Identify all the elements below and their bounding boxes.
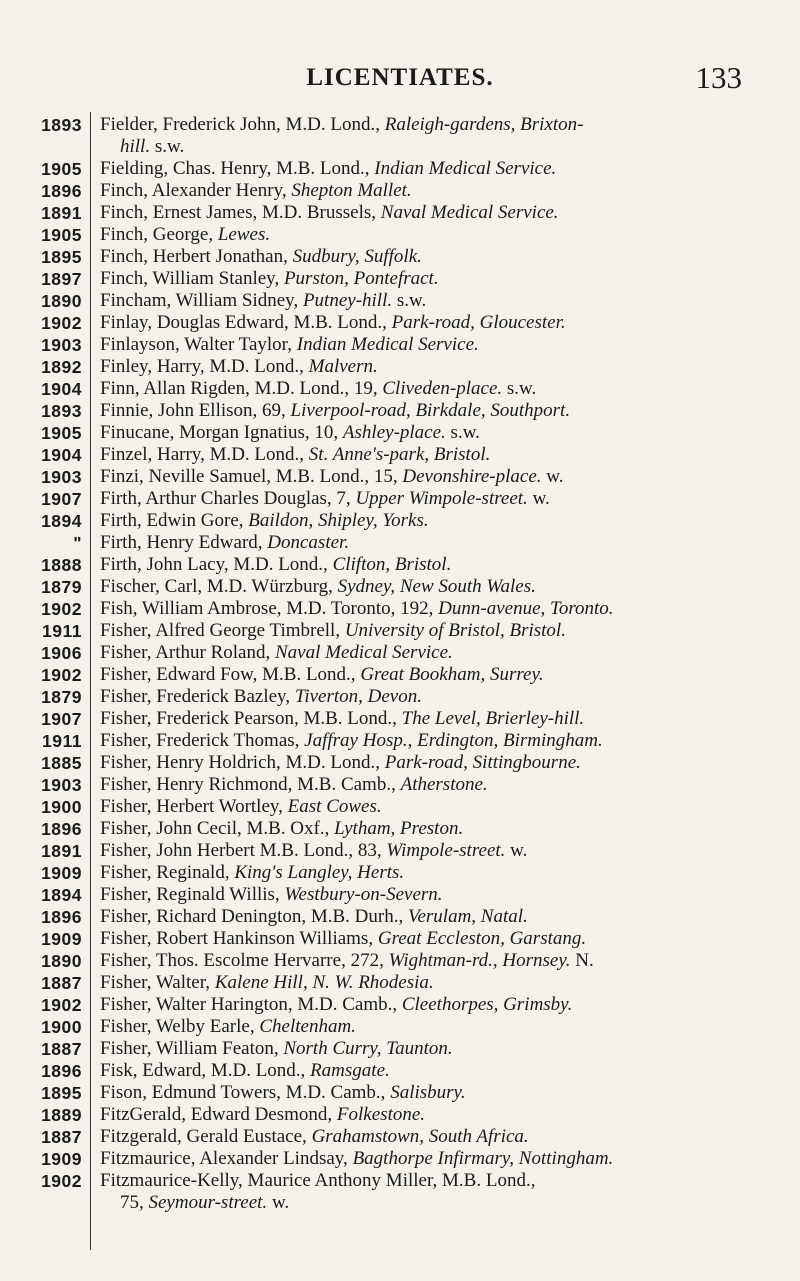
entry-address: Great Eccleston, Garstang. xyxy=(377,928,587,949)
running-head xyxy=(0,60,800,100)
entry-address: Great Bookham, Surrey. xyxy=(360,664,544,685)
year-cell: 1895 xyxy=(41,1083,82,1103)
year-cell: 1900 xyxy=(41,1017,82,1037)
entry-address: Atherstone. xyxy=(400,774,488,795)
entry-name: Fisher, Edward Fow, M.B. Lond., xyxy=(100,664,361,685)
entry-address: Park-road, Sittingbourne. xyxy=(384,752,581,773)
year-cell: 1906 xyxy=(41,643,82,663)
entry-name: Fisher, Frederick Thomas, xyxy=(100,730,305,751)
entry-name: Fisher, John Cecil, M.B. Oxf., xyxy=(100,818,335,839)
year-cell: 1894 xyxy=(41,885,82,905)
year-cell: 1888 xyxy=(41,555,82,575)
year-cell: 1879 xyxy=(41,687,82,707)
year-cell xyxy=(0,136,82,158)
entry-name: Fisher, William Featon, xyxy=(100,1038,284,1059)
entry-row xyxy=(100,598,785,620)
year-cell: 1879 xyxy=(41,577,82,597)
entry-district: w. xyxy=(527,488,550,509)
entry-name: Fisher, Henry Holdrich, M.D. Lond., xyxy=(100,752,385,773)
entries-column xyxy=(100,114,785,1214)
entry-name: Finzi, Neville Samuel, M.B. Lond., 15, xyxy=(100,466,403,487)
year-cell: 1909 xyxy=(41,863,82,883)
entry-name: 75, xyxy=(120,1192,149,1213)
entry-row xyxy=(100,796,785,818)
entry-row xyxy=(100,994,785,1016)
entry-row xyxy=(100,246,785,268)
entry-district: w. xyxy=(541,466,564,487)
column-divider xyxy=(90,112,91,1250)
entry-address: Naval Medical Service. xyxy=(380,202,559,223)
entry-name: Fischer, Carl, M.D. Würzburg, xyxy=(100,576,338,597)
entry-name: Fisher, Robert Hankinson Williams, xyxy=(100,928,378,949)
year-cell: 1900 xyxy=(41,797,82,817)
entry-address: East Cowes. xyxy=(287,796,382,817)
entry-address: Liverpool-road, Birkdale, Southport. xyxy=(290,400,571,421)
entry-address: Sudbury, Suffolk. xyxy=(292,246,422,267)
year-cell: 1887 xyxy=(41,1039,82,1059)
entry-row xyxy=(100,950,785,972)
entry-row xyxy=(100,510,785,532)
entry-continuation xyxy=(100,1192,785,1214)
entry-row xyxy=(100,378,785,400)
year-cell: 1893 xyxy=(41,401,82,421)
entry-district: s.w. xyxy=(502,378,537,399)
entry-name: Fisher, Walter, xyxy=(100,972,215,993)
entry-name: Fisher, Alfred George Timbrell, xyxy=(100,620,345,641)
entry-address: Kalene Hill, N. W. Rhodesia. xyxy=(214,972,434,993)
entry-name: Finch, Ernest James, M.D. Brussels, xyxy=(100,202,381,223)
entry-row xyxy=(100,818,785,840)
entry-name: Finch, William Stanley, xyxy=(100,268,284,289)
entry-name: Fisher, Richard Denington, M.B. Durh., xyxy=(100,906,408,927)
entry-address: Raleigh-gardens, Brixton- xyxy=(384,114,584,135)
year-cell: 1896 xyxy=(41,1061,82,1081)
entry-address: Doncaster. xyxy=(267,532,350,553)
year-cell: 1907 xyxy=(41,489,82,509)
entry-address: Verulam, Natal. xyxy=(407,906,528,927)
year-cell: 1885 xyxy=(41,753,82,773)
entry-address: Wimpole-street. xyxy=(386,840,506,861)
entry-name: Firth, Henry Edward, xyxy=(100,532,268,553)
entry-row xyxy=(100,972,785,994)
year-cell: 1909 xyxy=(41,929,82,949)
entry-address: Grahamstown, South Africa. xyxy=(311,1126,529,1147)
entry-name: Fisher, John Herbert M.B. Lond., 83, xyxy=(100,840,387,861)
entry-name: Fielder, Frederick John, M.D. Lond., xyxy=(100,114,385,135)
entry-name: Fisher, Frederick Bazley, xyxy=(100,686,295,707)
entry-row xyxy=(100,1104,785,1126)
entry-row xyxy=(100,1126,785,1148)
entry-row xyxy=(100,752,785,774)
entry-address: The Level, Brierley-hill. xyxy=(401,708,585,729)
entry-name: FitzGerald, Edward Desmond, xyxy=(100,1104,337,1125)
year-cell: 1903 xyxy=(41,335,82,355)
year-cell: 1891 xyxy=(41,203,82,223)
year-cell: 1892 xyxy=(41,357,82,377)
entry-address: Lewes. xyxy=(217,224,271,245)
entry-address: Baildon, Shipley, Yorks. xyxy=(248,510,429,531)
entry-name: Fisk, Edward, M.D. Lond., xyxy=(100,1060,311,1081)
year-cell: " xyxy=(73,533,82,553)
entry-address: Seymour-street. xyxy=(148,1192,268,1213)
year-cell: 1889 xyxy=(41,1105,82,1125)
entry-address: Bagthorpe Infirmary, Nottingham. xyxy=(352,1148,614,1169)
year-cell: 1903 xyxy=(41,467,82,487)
entry-name: Fison, Edmund Towers, M.D. Camb., xyxy=(100,1082,391,1103)
entry-row xyxy=(100,642,785,664)
entry-name: Fish, William Ambrose, M.D. Toronto, 192, xyxy=(100,598,439,619)
entry-name: Fisher, Reginald Willis, xyxy=(100,884,285,905)
entry-name: Fisher, Arthur Roland, xyxy=(100,642,275,663)
entry-address: Indian Medical Service. xyxy=(296,334,479,355)
entry-district: s.w. xyxy=(445,422,480,443)
entry-address: Wightman-rd., Hornsey. xyxy=(388,950,571,971)
year-cell: 1903 xyxy=(41,775,82,795)
year-cell: 1905 xyxy=(41,225,82,245)
entry-name: Finzel, Harry, M.D. Lond., xyxy=(100,444,309,465)
entry-address: Cleethorpes, Grimsby. xyxy=(401,994,573,1015)
entry-address: Putney-hill. xyxy=(302,290,393,311)
entry-continuation xyxy=(100,136,785,158)
entry-row xyxy=(100,928,785,950)
entry-name: Firth, Edwin Gore, xyxy=(100,510,249,531)
entry-name: Finch, George, xyxy=(100,224,218,245)
entry-row xyxy=(100,466,785,488)
year-cell: 1911 xyxy=(42,731,82,751)
entry-row xyxy=(100,202,785,224)
entry-address: University of Bristol, Bristol. xyxy=(344,620,566,641)
entry-row xyxy=(100,334,785,356)
entry-address: hill. xyxy=(120,136,151,157)
entry-row xyxy=(100,422,785,444)
entry-address: Malvern. xyxy=(308,356,378,377)
entry-address: Shepton Mallet. xyxy=(291,180,412,201)
entry-row xyxy=(100,686,785,708)
entry-row xyxy=(100,158,785,180)
year-cell: 1896 xyxy=(41,181,82,201)
year-cell: 1904 xyxy=(41,445,82,465)
year-cell: 1890 xyxy=(41,951,82,971)
entry-row xyxy=(100,114,785,136)
entry-address: North Curry, Taunton. xyxy=(283,1038,453,1059)
year-cell: 1904 xyxy=(41,379,82,399)
entry-address: Folkestone. xyxy=(336,1104,426,1125)
entry-district: s.w. xyxy=(392,290,427,311)
entry-address: King's Langley, Herts. xyxy=(234,862,405,883)
entry-address: Westbury-on-Severn. xyxy=(284,884,443,905)
entry-district: w. xyxy=(267,1192,290,1213)
entry-name: Fisher, Henry Richmond, M.B. Camb., xyxy=(100,774,401,795)
year-cell: 1887 xyxy=(41,973,82,993)
year-cell: 1909 xyxy=(41,1149,82,1169)
entry-name: Fitzmaurice, Alexander Lindsay, xyxy=(100,1148,353,1169)
year-cell: 1890 xyxy=(41,291,82,311)
entry-address: Dunn-avenue, Toronto. xyxy=(438,598,614,619)
year-cell: 1902 xyxy=(41,665,82,685)
entry-name: Firth, John Lacy, M.D. Lond., xyxy=(100,554,333,575)
entry-row xyxy=(100,488,785,510)
entry-row xyxy=(100,862,785,884)
entry-district: s.w. xyxy=(150,136,185,157)
year-cell: 1911 xyxy=(42,621,82,641)
entry-row xyxy=(100,1170,785,1192)
year-cell xyxy=(0,1192,82,1214)
entry-name: Finlayson, Walter Taylor, xyxy=(100,334,297,355)
year-cell: 1895 xyxy=(41,247,82,267)
entry-row xyxy=(100,532,785,554)
entry-name: Finn, Allan Rigden, M.D. Lond., 19, xyxy=(100,378,383,399)
entry-row xyxy=(100,906,785,928)
entry-name: Finucane, Morgan Ignatius, 10, xyxy=(100,422,343,443)
entry-name: Fielding, Chas. Henry, M.B. Lond., xyxy=(100,158,375,179)
entry-name: Fisher, Thos. Escolme Hervarre, 272, xyxy=(100,950,389,971)
entry-address: Tiverton, Devon. xyxy=(294,686,422,707)
entry-row xyxy=(100,708,785,730)
entry-name: Fincham, William Sidney, xyxy=(100,290,303,311)
entry-district: N. xyxy=(570,950,594,971)
year-column xyxy=(0,114,82,1214)
entry-address: Cliveden-place. xyxy=(382,378,503,399)
entry-row xyxy=(100,1148,785,1170)
entry-row xyxy=(100,1060,785,1082)
entry-name: Fisher, Herbert Wortley, xyxy=(100,796,288,817)
entry-row xyxy=(100,730,785,752)
entry-address: Lytham, Preston. xyxy=(334,818,464,839)
entry-name: Fisher, Frederick Pearson, M.B. Lond., xyxy=(100,708,402,729)
entry-row xyxy=(100,1082,785,1104)
entry-address: Salisbury. xyxy=(390,1082,466,1103)
entry-row xyxy=(100,884,785,906)
entry-address: Naval Medical Service. xyxy=(274,642,453,663)
entry-address: Indian Medical Service. xyxy=(374,158,557,179)
entry-row xyxy=(100,620,785,642)
entry-address: Clifton, Bristol. xyxy=(332,554,452,575)
entry-row xyxy=(100,664,785,686)
year-cell: 1902 xyxy=(41,1171,82,1191)
entry-address: Park-road, Gloucester. xyxy=(391,312,566,333)
entry-address: Ramsgate. xyxy=(310,1060,390,1081)
entry-address: St. Anne's-park, Bristol. xyxy=(308,444,491,465)
page-number: 133 xyxy=(695,60,742,95)
year-cell: 1896 xyxy=(41,907,82,927)
year-cell: 1891 xyxy=(41,841,82,861)
year-cell: 1907 xyxy=(41,709,82,729)
entry-row xyxy=(100,400,785,422)
entry-row xyxy=(100,444,785,466)
entry-address: Cheltenham. xyxy=(259,1016,356,1037)
entry-name: Fitzgerald, Gerald Eustace, xyxy=(100,1126,312,1147)
entry-name: Fitzmaurice-Kelly, Maurice Anthony Miller, M.B. Lond., xyxy=(100,1170,536,1191)
entry-row xyxy=(100,576,785,598)
entry-address: Devonshire-place. xyxy=(402,466,542,487)
entry-district: w. xyxy=(505,840,528,861)
year-cell: 1902 xyxy=(41,995,82,1015)
entry-name: Fisher, Welby Earle, xyxy=(100,1016,260,1037)
entry-row xyxy=(100,554,785,576)
entry-row xyxy=(100,1038,785,1060)
year-cell: 1894 xyxy=(41,511,82,531)
year-cell: 1887 xyxy=(41,1127,82,1147)
entry-address: Ashley-place. xyxy=(342,422,446,443)
entry-name: Finley, Harry, M.D. Lond., xyxy=(100,356,309,377)
entry-name: Fisher, Walter Harington, M.D. Camb., xyxy=(100,994,402,1015)
entry-address: Purston, Pontefract. xyxy=(283,268,439,289)
entry-row xyxy=(100,356,785,378)
entry-name: Finlay, Douglas Edward, M.B. Lond., xyxy=(100,312,392,333)
year-cell: 1896 xyxy=(41,819,82,839)
running-title: LICENTIATES. xyxy=(306,64,494,91)
entry-row xyxy=(100,224,785,246)
year-cell: 1905 xyxy=(41,423,82,443)
entry-name: Finch, Herbert Jonathan, xyxy=(100,246,293,267)
entry-row xyxy=(100,840,785,862)
entry-name: Firth, Arthur Charles Douglas, 7, xyxy=(100,488,356,509)
year-cell: 1902 xyxy=(41,313,82,333)
entry-row xyxy=(100,774,785,796)
entry-address: Jaffray Hosp., Erdington, Birmingham. xyxy=(304,730,603,751)
entry-name: Fisher, Reginald, xyxy=(100,862,235,883)
entry-name: Finnie, John Ellison, 69, xyxy=(100,400,291,421)
entry-row xyxy=(100,1016,785,1038)
year-cell: 1893 xyxy=(41,115,82,135)
entry-address: Upper Wimpole-street. xyxy=(355,488,528,509)
entry-row xyxy=(100,312,785,334)
year-cell: 1902 xyxy=(41,599,82,619)
year-cell: 1905 xyxy=(41,159,82,179)
entry-row xyxy=(100,290,785,312)
year-cell: 1897 xyxy=(41,269,82,289)
entry-name: Finch, Alexander Henry, xyxy=(100,180,292,201)
entry-row xyxy=(100,268,785,290)
entry-row xyxy=(100,180,785,202)
entry-address: Sydney, New South Wales. xyxy=(337,576,536,597)
